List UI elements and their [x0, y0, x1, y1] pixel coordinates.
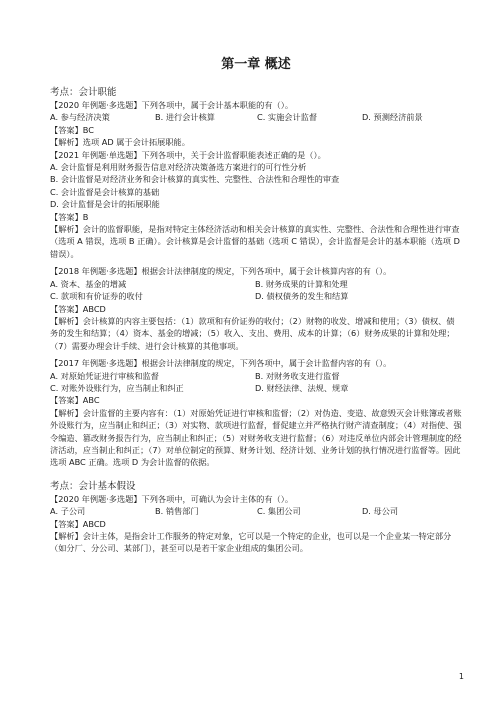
analysis: 【解析】会计的监督职能，是指对特定主体经济活动和相关会计核算的真实性、完整性、合法性和合理性进行审查（选项 A 错误，选项 B 正确）。会计核算是会计监督的基础（选项 C 错误），会计监督是会计的基本职能（选项 D 错误）。 [50, 224, 460, 259]
answer: 【答案】BC [50, 124, 94, 135]
section-heading: 考点：会计职能 [50, 87, 117, 98]
analysis: 【解析】会计主体，是指会计工作服务的特定对象，它可以是一个特定的企业，也可以是一个企业某一特定部分（如分厂、分公司、某部门），甚至可以是若干家企业组成的集团公司。 [50, 531, 452, 554]
page-number: 1 [458, 672, 464, 681]
option-c: C. 实施会计监督 [257, 112, 318, 123]
option-d: D. 会计监督是会计的拓展职能 [50, 199, 160, 210]
option-c: C. 集团公司 [257, 506, 301, 517]
option-c: C. 对账外设账行为，应当制止和纠正 [50, 382, 184, 393]
analysis: 【解析】会计核算的内容主要包括：（1）款项和有价证券的收付；（2）财物的收发、增减和使用；（3）债权、债务的发生和结算；（4）资本、基金的增减；（5）收入、支出、费用、成本的计算；（6）财务成果的计算和处理；（7）需要办理会计手续、进行会计核算的其他事项。 [50, 315, 455, 351]
option-a: A. 会计监督是利用财务报告信息对经济决策备选方案进行的可行性分析 [50, 162, 307, 173]
question-options [50, 111, 462, 123]
question-options [50, 370, 462, 395]
question-options [50, 278, 462, 303]
option-b: B. 销售部门 [155, 506, 199, 517]
answer: 【答案】ABC [50, 395, 100, 406]
option-d: D. 预测经济前景 [362, 112, 423, 123]
question-stem: 【2021 年例题·单选题】下列各项中，关于会计监督职能表述正确的是（）。 [50, 149, 326, 160]
option-a: A. 对原始凭证进行审核和监督 [50, 370, 159, 381]
question-stem: 【2020 年例题·多选题】下列各项中，属于会计基本职能的有（）。 [50, 100, 294, 110]
answer: 【答案】ABCD [50, 518, 106, 529]
option-b: B. 进行会计核算 [155, 112, 215, 123]
option-c: C. 会计监督是会计核算的基础 [50, 186, 160, 197]
answer: 【答案】B [50, 211, 89, 222]
question-stem: 【2017 年例题·多选题】根据会计法律制度的规定，下列各项中，属于会计监督内容的有（）。 [50, 358, 392, 369]
question-stem: 【2020 年例题·多选题】下列各项中，可确认为会计主体的有（）。 [50, 493, 294, 504]
question-stem: 【2018 年例题·多选题】根据会计法律制度的规定，下列各项中，属于会计核算内容的有（）。 [50, 266, 392, 277]
option-a: A. 资本、基金的增减 [50, 278, 127, 289]
analysis: 【解析】会计监督的主要内容有：（1）对原始凭证进行审核和监督；（2）对伪造、变造、故意毁灭会计账簿或者账外设账行为，应当制止和纠正；（3）对实物、款项进行监督，督促建立并严格执行财产清查制度；（4）对指使、强令编造、篡改财务报告行为，应当制止和纠正；（5）对财务收支进行监督；（6）对违反单位内部会计管理制度的经济活动，应当制止和纠正；（7）对单位制定的预算、财务计划、经济计划、业务计划的执行情况进行监督等。因此选项 ABC 正确。选项 D 为会计监督的依据。 [50, 407, 462, 468]
section-heading: 考点：会计基本假设 [50, 480, 136, 492]
option-b: B. 财务成果的计算和处理 [255, 278, 348, 289]
option-d: D. 母公司 [362, 506, 399, 517]
option-b: B. 会计监督是对经济业务和会计核算的真实性、完整性、合法性和合理性的审查 [50, 174, 340, 185]
option-a: A. 参与经济决策 [50, 112, 110, 123]
option-d: D. 债权债务的发生和结算 [255, 291, 349, 302]
option-b: B. 对财务收支进行监督 [255, 370, 340, 381]
option-d: D. 财经法律、法规、规章 [255, 382, 349, 393]
answer: 【答案】ABCD [50, 303, 106, 314]
analysis: 【解析】选项 AD 属于会计拓展职能。 [50, 137, 190, 148]
option-c: C. 款项和有价证券的收付 [50, 291, 143, 302]
chapter-title: 第一章 概述 [221, 57, 291, 72]
option-a: A. 子公司 [50, 506, 86, 517]
question-options [50, 505, 462, 517]
